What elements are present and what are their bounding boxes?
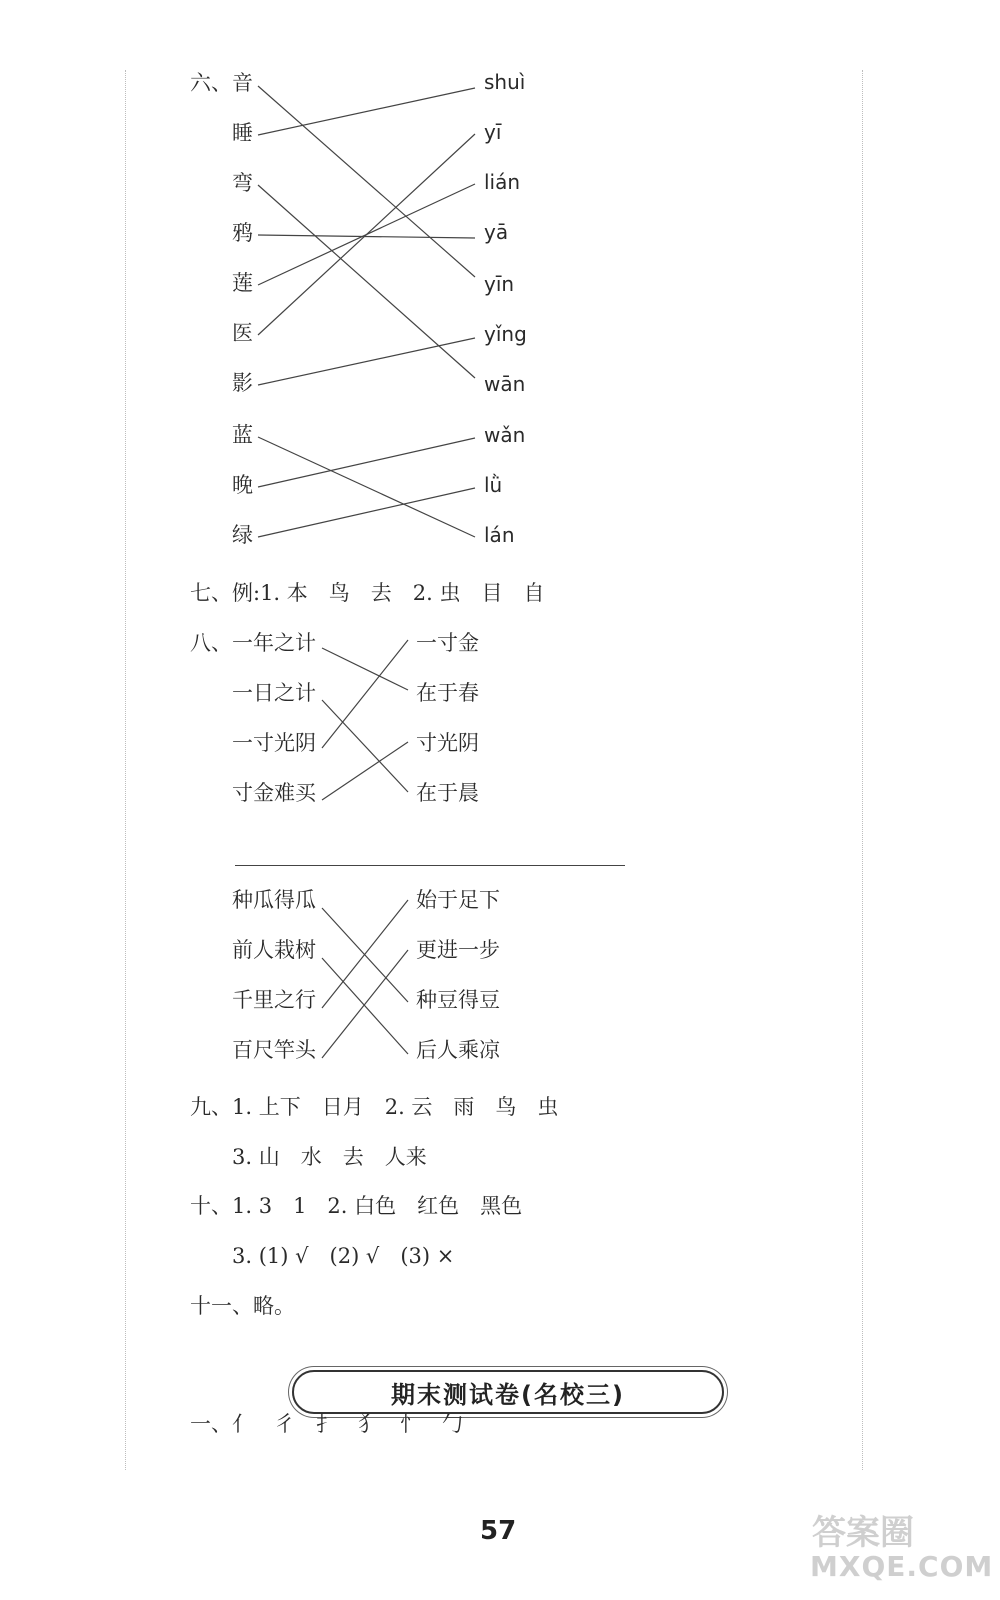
q8-line	[322, 640, 408, 748]
q6-char: 睡	[232, 121, 253, 145]
q8-right-item: 始于足下	[416, 888, 500, 912]
q8-left-item: 一日之计	[232, 681, 316, 705]
q8-line	[322, 958, 408, 1054]
q6-line	[258, 437, 475, 537]
q6-char: 晚	[232, 473, 253, 497]
watermark-logo: 答案圈	[812, 1513, 914, 1553]
q8-right-item: 更进一步	[416, 938, 500, 962]
q6-pinyin: lián	[484, 170, 521, 194]
q6-char: 影	[232, 371, 253, 395]
q6-line	[258, 185, 475, 378]
q8-left-item: 千里之行	[232, 988, 316, 1012]
q6-char: 蓝	[232, 423, 253, 447]
q8-line	[322, 742, 408, 800]
section-title: 期末测试卷(名校三)	[391, 1380, 625, 1409]
q6-char: 音	[232, 71, 253, 95]
q7-answer: 七、例:1. 本 鸟 去 2. 虫 目 自	[190, 581, 545, 605]
q6-line	[258, 134, 475, 335]
q8-left-item: 种瓜得瓜	[232, 888, 316, 912]
q6-line	[258, 338, 475, 385]
q8-right-item: 在于春	[416, 681, 479, 705]
q6-pinyin: yī	[484, 120, 502, 144]
q8-line	[322, 908, 408, 1002]
q8-line	[322, 700, 408, 792]
watermark-url: MXQE.COM	[810, 1550, 994, 1583]
q6-label: 六、	[190, 71, 232, 95]
q10-line-2: 3. (1) √ (2) √ (3) ×	[232, 1244, 455, 1268]
q6-pinyin: yīn	[484, 272, 515, 296]
q8-right-item: 寸光阴	[416, 731, 479, 755]
q6-line	[258, 438, 475, 487]
q6-char: 鸦	[232, 221, 253, 245]
q6-pinyin: wān	[484, 372, 526, 396]
q6-line	[258, 488, 475, 537]
q8-right-item: 在于晨	[416, 781, 479, 805]
q6-line	[258, 235, 475, 238]
q8-right-item: 后人乘凉	[416, 1038, 500, 1062]
page-number: 57	[480, 1516, 517, 1546]
q8-left-item: 前人栽树	[232, 938, 316, 962]
q6-pinyin: yǐng	[484, 322, 527, 346]
q8-line	[322, 900, 408, 1008]
next-q1-answer: 一、亻 彳 扌 犭 忄 勹	[190, 1412, 463, 1436]
q6-char: 绿	[232, 523, 253, 547]
q8-left-item: 一寸光阴	[232, 731, 316, 755]
q6-pinyin: yā	[484, 220, 509, 244]
q6-char: 莲	[232, 271, 253, 295]
q8-label: 八、	[190, 631, 232, 655]
q10-line-1: 十、1. 3 1 2. 白色 红色 黑色	[190, 1194, 523, 1218]
q6-pinyin: lǜ	[484, 473, 503, 497]
q6-line	[258, 88, 475, 135]
q8-right-item: 一寸金	[416, 631, 479, 655]
q9-line-2: 3. 山 水 去 人来	[232, 1145, 427, 1169]
q6-pinyin: wǎn	[484, 423, 526, 447]
q6-pinyin: lán	[484, 523, 515, 547]
section-title-box	[292, 1370, 724, 1414]
q8-line	[322, 648, 408, 690]
q8-left-item: 百尺竿头	[232, 1038, 316, 1062]
q8-left-item: 一年之计	[232, 631, 316, 655]
q6-pinyin: shuì	[484, 70, 526, 94]
q6-line	[258, 86, 475, 277]
q9-line-1: 九、1. 上下 日月 2. 云 雨 鸟 虫	[190, 1095, 559, 1119]
separator-line	[235, 865, 625, 866]
q11-answer: 十一、略。	[190, 1294, 295, 1318]
q6-char: 弯	[232, 171, 253, 195]
q8-left-item: 寸金难买	[232, 781, 316, 805]
q6-char: 医	[232, 321, 253, 345]
q8-right-item: 种豆得豆	[416, 988, 500, 1012]
q8-line	[322, 950, 408, 1058]
